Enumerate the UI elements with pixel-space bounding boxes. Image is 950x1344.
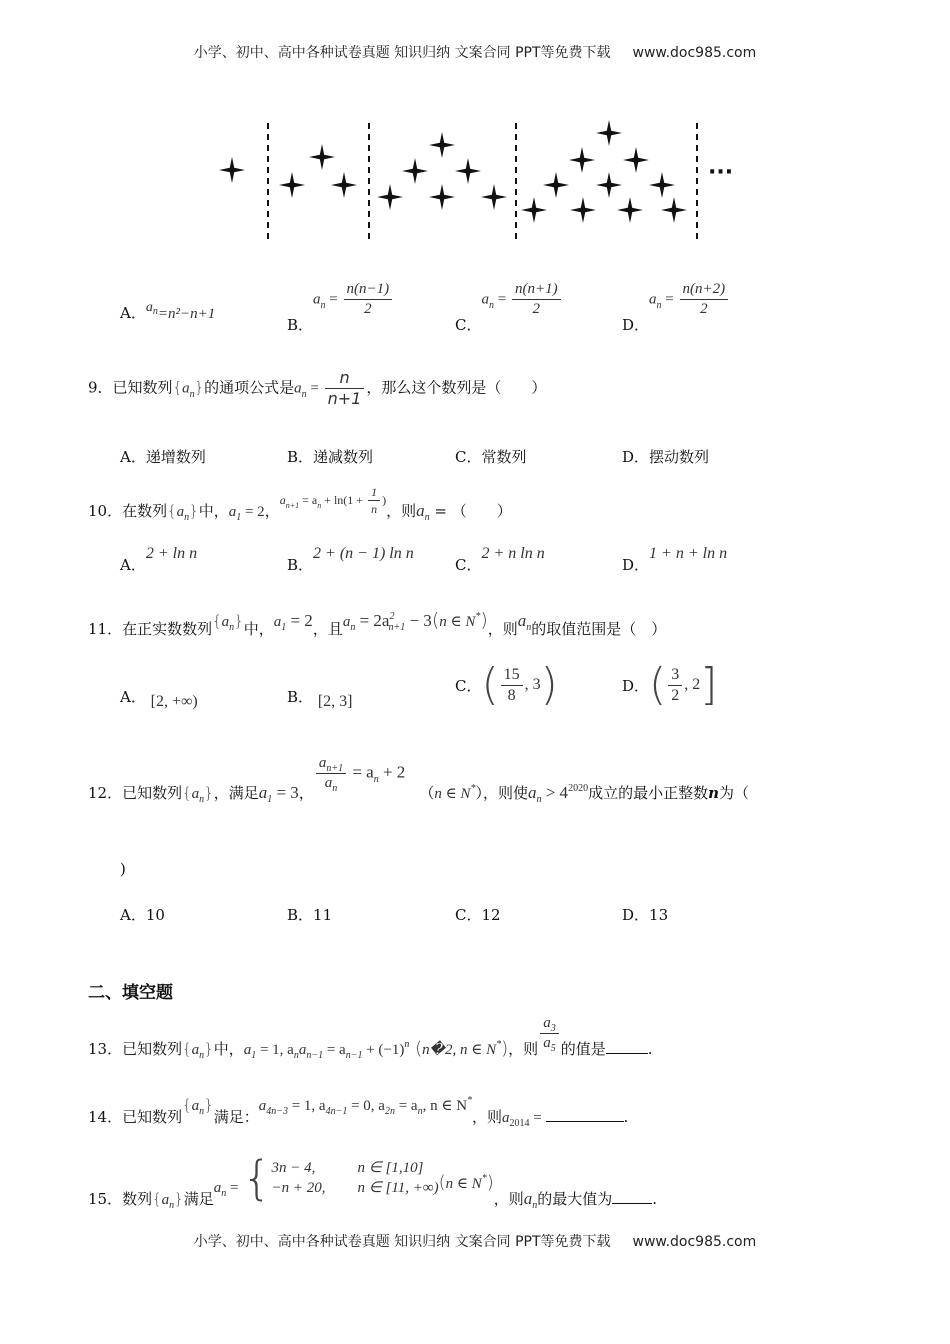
question-11: [88, 609, 667, 638]
math: a: [481, 291, 489, 308]
question-14: [88, 1095, 629, 1129]
math: a: [176, 504, 185, 520]
question-text: ）: [475, 783, 483, 802]
star: [661, 197, 687, 223]
math: n: [656, 299, 662, 311]
math: a: [523, 1189, 533, 1208]
math: =: [661, 291, 678, 308]
question-text: 成立的最小正整数: [588, 783, 709, 802]
brace: {: [172, 378, 183, 397]
math: n: [320, 299, 326, 311]
fraction: [325, 370, 365, 407]
fraction: [316, 755, 346, 794]
header-text: 小学、初中、高中各种试卷真题 知识归纳 文案合同 PPT等免费下载: [193, 45, 611, 61]
math: *: [467, 1095, 473, 1106]
denominator: 2: [671, 686, 680, 704]
question-text: ，: [264, 502, 280, 520]
math: n: [221, 1188, 227, 1199]
math: n ∈ [11, +∞): [357, 1180, 439, 1196]
star: [569, 147, 595, 173]
q12-option-a[interactable]: A．10: [120, 906, 165, 924]
math: 1: [251, 1049, 257, 1061]
question-text: 的值是: [560, 1039, 606, 1058]
star: [481, 184, 507, 210]
math: n: [152, 306, 158, 317]
question-text: 的最大值为: [537, 1190, 613, 1208]
paren: (: [438, 1172, 446, 1193]
math: = 1, a: [256, 1041, 294, 1058]
option-label: A．: [120, 688, 146, 706]
numerator: n(n+1): [512, 282, 561, 300]
paren: ): [540, 659, 558, 710]
math: = 3: [272, 782, 299, 802]
math: =: [306, 380, 323, 397]
math: a: [298, 1041, 307, 1058]
question-text: ，则: [487, 620, 518, 638]
question-number: 15．: [88, 1190, 123, 1208]
question-text: 的通项公式是: [204, 378, 295, 397]
math: n: [532, 1200, 538, 1211]
fraction: [680, 282, 729, 317]
math: n ∈ N: [434, 785, 471, 802]
math: 4n−1: [325, 1106, 348, 1117]
question-text: 已知数列: [122, 1108, 183, 1126]
question-number: 12．: [88, 783, 123, 802]
q10-option-c[interactable]: [455, 545, 545, 574]
math: ): [382, 493, 387, 507]
figure-ellipsis: ···: [708, 160, 734, 185]
question-text: ，那么这个数列是（ ）: [366, 378, 547, 397]
math: a: [161, 1192, 170, 1208]
option-label: A．: [120, 304, 146, 322]
question-text: 数列: [122, 1190, 153, 1208]
math: n: [301, 388, 307, 400]
star: [377, 184, 403, 210]
math: *: [470, 782, 476, 794]
math: n: [536, 793, 542, 805]
numerator: 3: [668, 667, 682, 686]
brace: }: [204, 1096, 214, 1114]
math: 3: [550, 1023, 556, 1034]
q12-option-d[interactable]: D．13: [622, 906, 669, 924]
math: n ∈ N: [439, 614, 476, 630]
q11-option-d[interactable]: [622, 659, 718, 710]
option-label: D．: [622, 556, 650, 574]
denominator: 2: [532, 301, 541, 317]
math: = a: [394, 1098, 418, 1114]
answer-blank[interactable]: [606, 1051, 648, 1054]
question-text: 为（: [718, 783, 749, 802]
math: a: [342, 614, 351, 630]
star-group-4: [521, 120, 687, 223]
paren: (: [481, 659, 499, 710]
fraction: [540, 1015, 559, 1054]
math: a: [182, 380, 190, 397]
math: = 2: [241, 504, 265, 520]
star: [402, 158, 428, 184]
paren: ): [501, 1037, 509, 1059]
numerator: 15: [501, 667, 523, 686]
math: n: [526, 622, 532, 633]
footer-text: 小学、初中、高中各种试卷真题 知识归纳 文案合同 PPT等免费下载: [193, 1234, 611, 1250]
denominator: a: [324, 775, 333, 791]
math: = 0, a: [347, 1098, 385, 1114]
math: 2 + (n − 1) ln n: [313, 545, 414, 562]
numerator: a: [543, 1015, 551, 1031]
section-title: 二、填空题: [88, 983, 173, 1003]
piecewise-cases: [271, 1158, 438, 1199]
math: 2: [389, 611, 395, 622]
math: n: [199, 793, 205, 805]
math: n−1: [306, 1049, 324, 1061]
brace: {: [182, 1096, 192, 1114]
math: n−1: [345, 1049, 363, 1061]
star-group-2: [279, 144, 357, 198]
brace: }: [204, 783, 214, 802]
q10-option-b[interactable]: [287, 545, 414, 574]
math: n: [708, 783, 719, 802]
answer-blank[interactable]: [546, 1119, 624, 1122]
q9-option-c[interactable]: C．常数列: [455, 448, 527, 466]
brace: {: [152, 1190, 162, 1208]
page-footer: [0, 1231, 950, 1251]
brace: {: [182, 783, 192, 802]
question-9: [88, 370, 546, 407]
question-text: ，则: [386, 502, 417, 520]
math: = a: [299, 493, 318, 507]
brace: }: [204, 1039, 214, 1058]
star: [570, 197, 596, 223]
math: − 3: [405, 611, 432, 630]
math: a: [258, 782, 268, 802]
math: a: [313, 291, 321, 308]
math: a: [517, 611, 527, 630]
fraction: [501, 667, 523, 704]
star-group-1: [219, 157, 245, 183]
denominator: a: [543, 1035, 551, 1051]
denominator: n+1: [327, 389, 362, 408]
option-label: C．: [455, 315, 482, 334]
star: [429, 132, 455, 158]
option-label: B．: [287, 556, 314, 574]
math: a: [145, 300, 153, 315]
star: [649, 172, 675, 198]
question-text: 满足: [183, 1190, 214, 1208]
math: 3n − 4,: [271, 1159, 316, 1176]
question-15: [88, 1151, 658, 1211]
brace: {: [167, 502, 177, 520]
q11-option-c[interactable]: [455, 659, 558, 710]
star-group-3: [377, 132, 507, 210]
star: [596, 120, 622, 146]
numerator: a: [318, 755, 327, 771]
math: =: [226, 1180, 243, 1196]
case-2: [271, 1178, 438, 1198]
numerator: 1: [368, 486, 380, 501]
question-text: 已知数列: [112, 378, 173, 397]
question-text: 已知数列: [122, 1039, 183, 1058]
math: a: [243, 1041, 252, 1058]
question-text: ，则使: [482, 783, 528, 802]
brace: {: [212, 612, 222, 630]
math: n: [317, 501, 322, 510]
question-12: [88, 755, 749, 805]
paren: (: [649, 659, 667, 710]
option-label: A．: [120, 556, 146, 574]
math: 1 + n + ln n: [649, 545, 728, 562]
question-text: ，则: [472, 1108, 503, 1126]
question-text: 在正实数数列: [122, 620, 213, 638]
math: n: [199, 1106, 205, 1117]
math: n: [404, 1038, 410, 1050]
math: n+1: [326, 763, 344, 774]
page-header: [0, 42, 950, 62]
math: a: [228, 504, 237, 520]
star: [543, 172, 569, 198]
question-number: 9．: [88, 378, 113, 397]
math: = a: [323, 1041, 346, 1058]
q9-option-a[interactable]: A．递增数列: [120, 448, 206, 466]
brace: }: [189, 502, 199, 520]
math: n ∈ N: [445, 1176, 482, 1192]
numerator: n(n−1): [344, 282, 393, 300]
math: 2014: [509, 1118, 530, 1129]
fraction: [368, 486, 380, 515]
header-url[interactable]: www.doc985.com: [632, 45, 757, 61]
q8-option-b[interactable]: [287, 281, 394, 334]
math: , n ∈ N: [422, 1098, 468, 1114]
q8-option-d[interactable]: [622, 281, 730, 334]
star: [623, 147, 649, 173]
math: n: [424, 512, 430, 523]
brace: {: [242, 1151, 272, 1205]
math: , 3: [524, 676, 541, 693]
math: , 2: [684, 676, 701, 693]
math: + 2: [378, 762, 406, 782]
question-number: 13．: [88, 1039, 123, 1058]
paren: ): [486, 1172, 494, 1193]
q12-option-c[interactable]: C．12: [455, 906, 501, 924]
brace: }: [174, 1190, 184, 1208]
star: [455, 158, 481, 184]
math: *: [481, 1173, 487, 1184]
q11-option-a[interactable]: [120, 688, 198, 710]
math: = 2: [286, 611, 313, 630]
paren: ): [480, 609, 488, 631]
math: 2 + n ln n: [481, 545, 545, 562]
question-text: .: [647, 1039, 653, 1058]
math: n: [229, 622, 235, 633]
star: [219, 157, 245, 183]
fraction: [668, 667, 682, 704]
question-text: 已知数列: [122, 783, 183, 802]
question-text: ，: [298, 783, 314, 802]
math: n: [488, 299, 494, 311]
question-12-wrap: ): [120, 860, 126, 878]
math: a: [649, 291, 657, 308]
math: a: [221, 614, 230, 630]
question-text: .: [623, 1108, 629, 1126]
math: =: [493, 291, 510, 308]
question-text: 中，: [213, 1039, 244, 1058]
math: n: [417, 1106, 423, 1117]
math: = a: [348, 762, 374, 782]
question-text: 在数列: [122, 502, 168, 520]
math: 1: [281, 622, 287, 633]
math: n ∈ [1,10]: [357, 1159, 424, 1176]
question-13: [88, 1015, 653, 1061]
q9-option-b[interactable]: B．递减数列: [287, 448, 374, 466]
question-text: ，满足: [213, 783, 259, 802]
math: n�2, n ∈ N: [422, 1041, 497, 1058]
paren: (: [409, 1037, 423, 1059]
question-10: [88, 485, 512, 523]
star: [596, 172, 622, 198]
math: a: [527, 782, 537, 802]
math: 1: [267, 793, 273, 805]
math: *: [475, 611, 481, 622]
math: 5: [550, 1043, 556, 1054]
math: + ln(1 +: [321, 493, 367, 507]
question-text: 中，: [198, 502, 229, 520]
question-number: 14．: [88, 1108, 123, 1126]
math: n: [199, 1049, 205, 1061]
math: n: [184, 512, 190, 523]
fraction: [344, 282, 393, 317]
question-text: （: [419, 783, 435, 802]
option-label: C．: [455, 556, 482, 574]
option-label: C．: [455, 677, 482, 695]
denominator: 2: [364, 301, 372, 317]
math: 2 + ln n: [145, 545, 198, 562]
answer-blank[interactable]: [612, 1201, 652, 1204]
option-label: D．: [622, 677, 650, 695]
math: a: [191, 1098, 200, 1114]
math: a: [191, 1041, 200, 1058]
q9-option-d[interactable]: D．摆动数列: [622, 448, 710, 466]
brace: }: [234, 612, 244, 630]
math: n: [350, 622, 356, 633]
numerator: n: [325, 370, 365, 389]
math: = 2a: [355, 611, 390, 630]
math: n: [293, 1049, 299, 1061]
math: a: [258, 1098, 267, 1114]
denominator: n: [371, 502, 378, 516]
math: a: [279, 493, 286, 507]
math: [2, +∞): [150, 693, 198, 710]
math: [2, 3]: [317, 693, 353, 710]
numerator: n(n+2): [680, 282, 729, 300]
question-text: = （ ）: [429, 502, 512, 520]
q11-option-b[interactable]: [287, 688, 353, 710]
star: [521, 197, 547, 223]
bracket: ]: [700, 659, 718, 710]
math: a: [416, 501, 425, 520]
question-text: 中，: [243, 620, 274, 638]
question-text: 的取值范围是（ ）: [531, 620, 667, 638]
math: n: [169, 1200, 175, 1211]
option-label: B．: [287, 688, 314, 706]
denominator: 2: [700, 301, 708, 317]
math: a: [213, 1180, 222, 1196]
brace: {: [182, 1039, 192, 1058]
math: n+1: [388, 622, 406, 633]
fraction: [512, 282, 561, 317]
math: n: [332, 783, 338, 794]
paren: (: [431, 609, 440, 631]
star: [279, 172, 305, 198]
math: 1: [236, 512, 242, 523]
math: n: [189, 388, 195, 400]
math: =: [529, 1110, 546, 1126]
math: > 4: [541, 782, 569, 802]
math: a: [502, 1110, 510, 1126]
q10-option-d[interactable]: [622, 545, 728, 574]
star: [309, 144, 335, 170]
star: [331, 172, 357, 198]
math: a: [294, 380, 302, 397]
math: 2n: [384, 1106, 395, 1117]
q8-option-a[interactable]: [120, 300, 216, 322]
math: *: [496, 1038, 502, 1050]
question-text: ，则: [493, 1190, 524, 1208]
denominator: 8: [507, 686, 516, 704]
math: a: [191, 785, 200, 802]
brace: }: [194, 378, 205, 397]
question-text: ，则: [508, 1039, 539, 1058]
math: =: [325, 291, 342, 308]
star-pattern-figure: [200, 115, 760, 250]
case-1: [271, 1158, 438, 1178]
math: =n²−n+1: [157, 306, 216, 322]
math: = 1, a: [287, 1098, 326, 1114]
q10-option-a[interactable]: [120, 545, 198, 574]
math: + (−1): [362, 1041, 405, 1058]
question-text: ，且: [312, 620, 343, 638]
math: n: [373, 773, 379, 785]
star: [617, 197, 643, 223]
question-number: 11．: [88, 620, 123, 638]
math: 4n−3: [266, 1106, 288, 1117]
q8-option-c[interactable]: [455, 281, 563, 334]
math: −n + 20,: [271, 1180, 326, 1196]
footer-url[interactable]: www.doc985.com: [632, 1234, 757, 1250]
star: [429, 184, 455, 210]
question-number: 10．: [88, 502, 123, 520]
math: n+1: [285, 501, 300, 510]
option-label: D．: [622, 315, 650, 334]
question-text: .: [652, 1190, 658, 1208]
math: 2020: [568, 782, 589, 794]
option-label: B．: [287, 315, 314, 334]
math: a: [273, 614, 282, 630]
q12-option-b[interactable]: B．11: [287, 906, 333, 924]
question-text: 满足：: [213, 1108, 259, 1126]
